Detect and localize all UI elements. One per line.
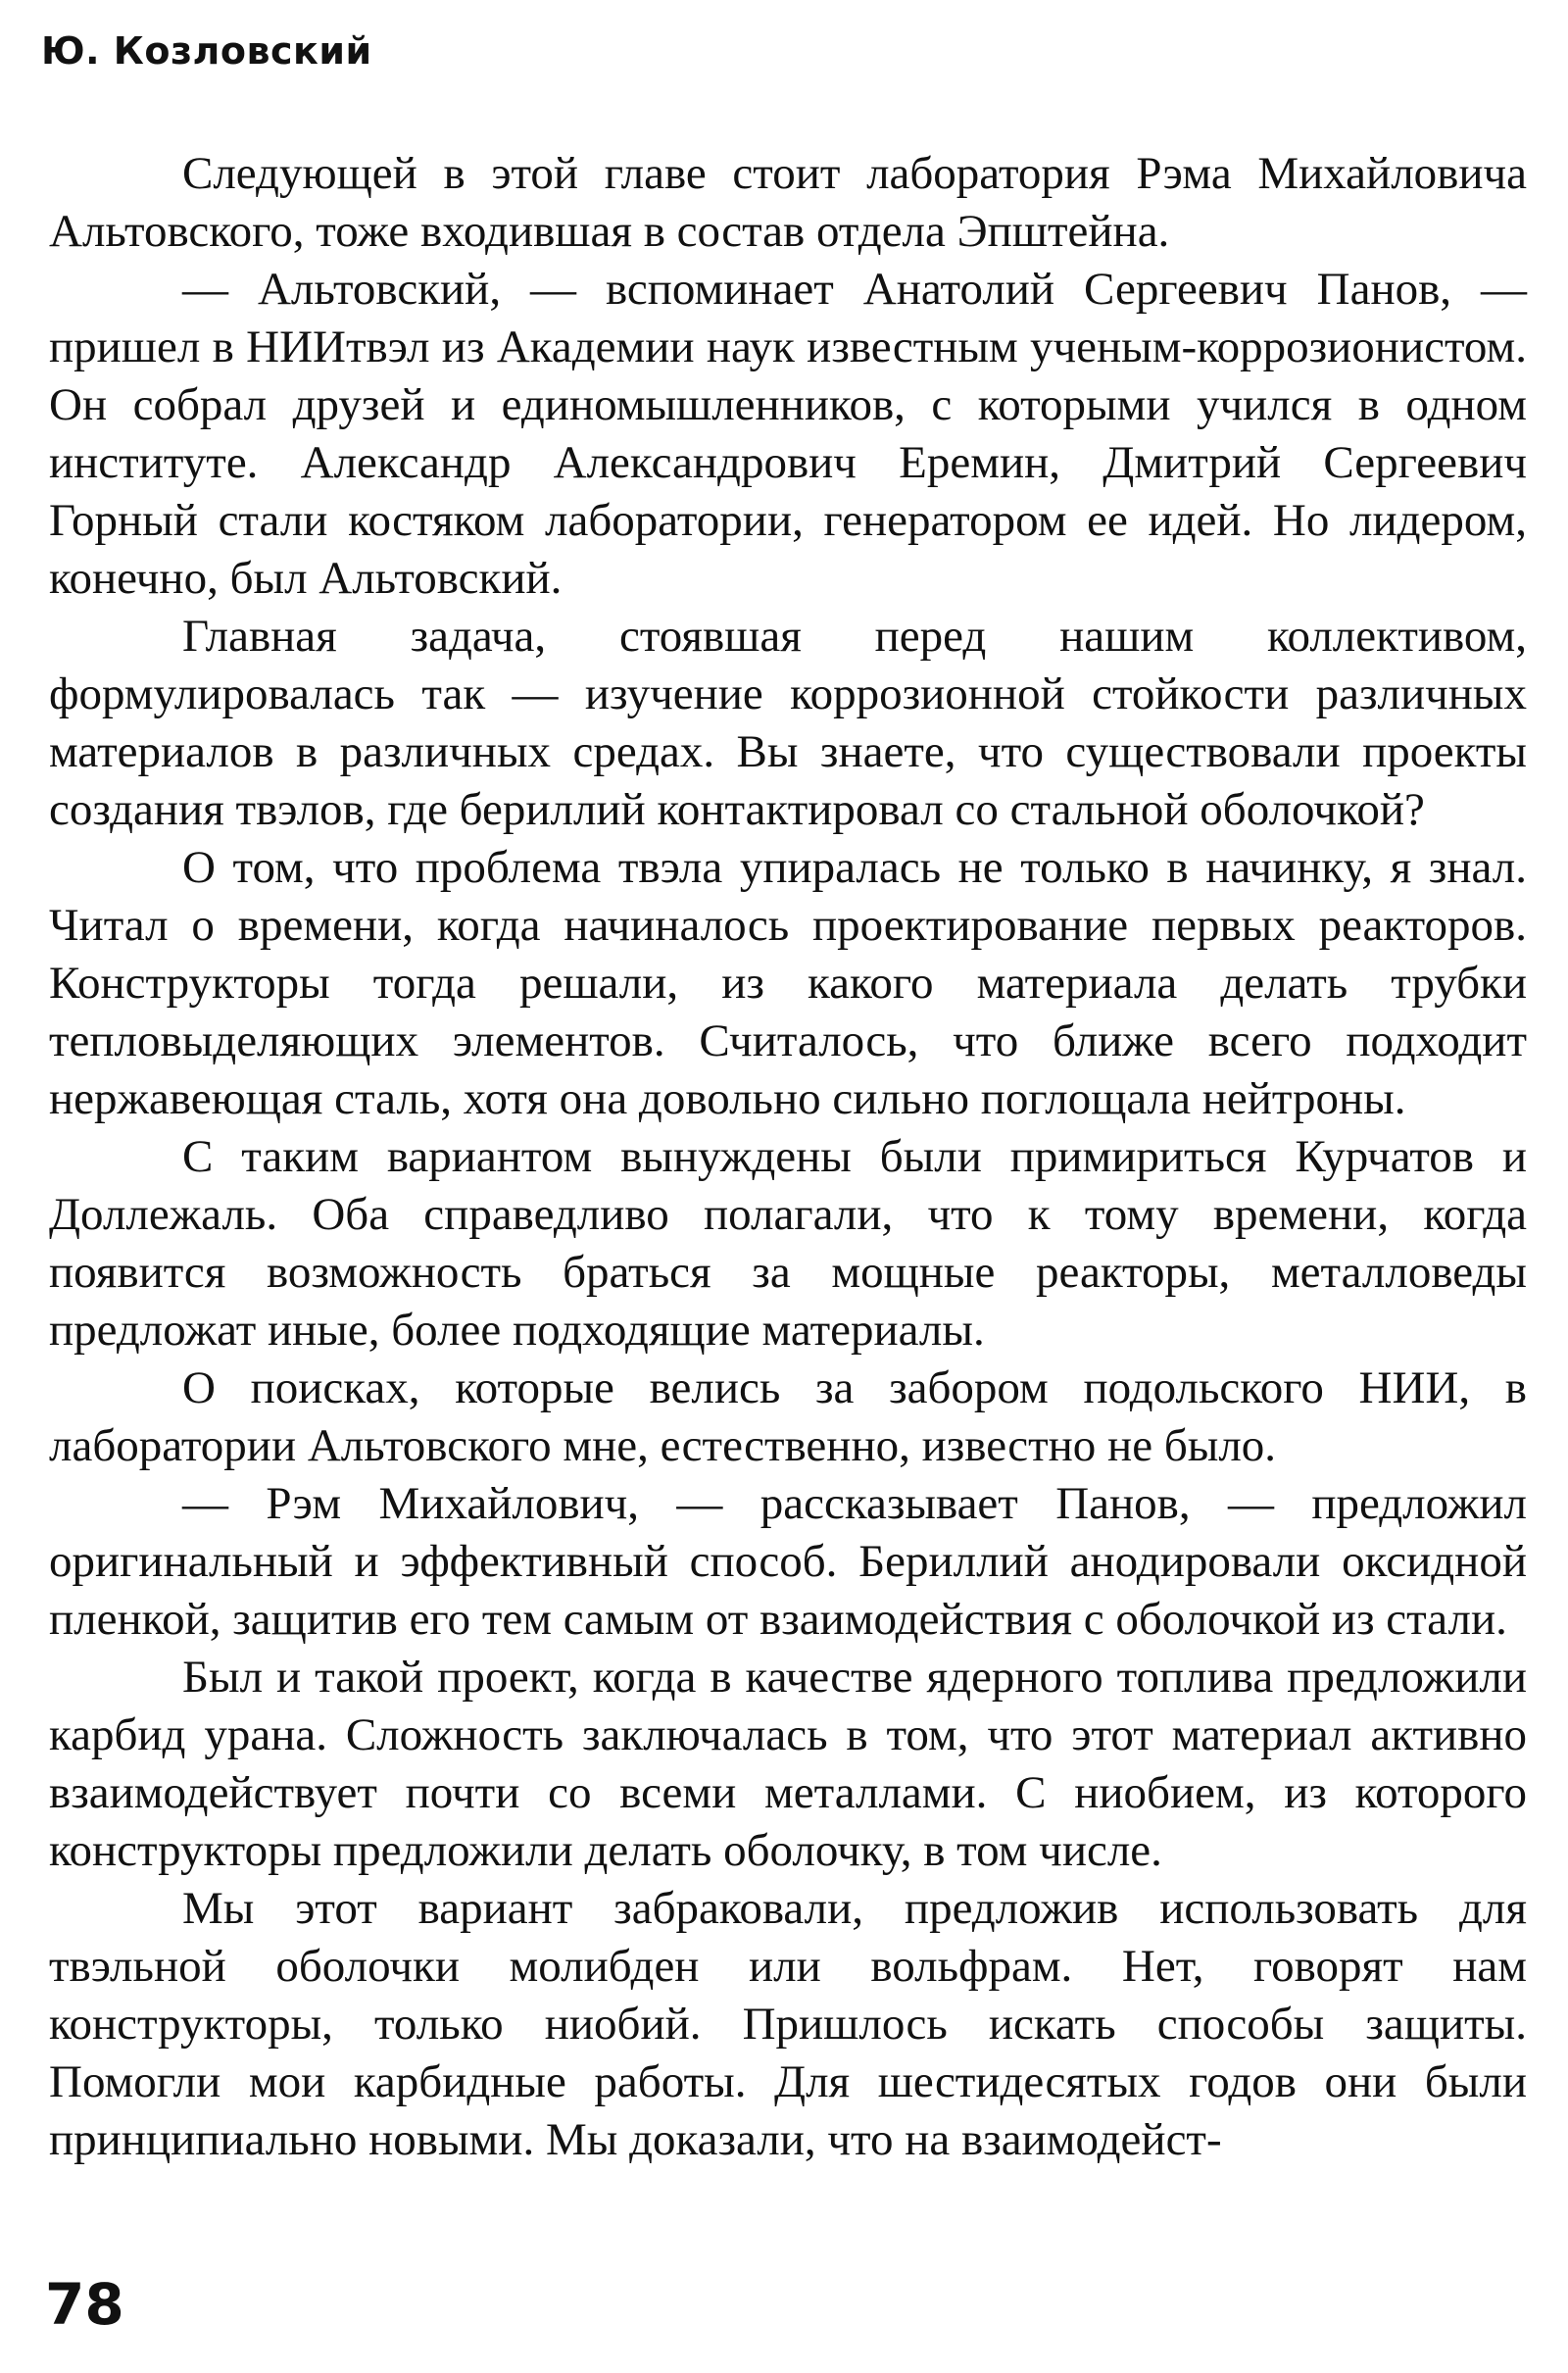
running-head-author: Ю. Козловский [41, 29, 372, 73]
paragraph-3: Главная задача, стоявшая перед нашим коллективом, формулировалась так — изучение коррозионной стойкости различных материалов в различных средах. Вы знаете, что существовали проекты создания твэлов, где бериллий контактировал со стальной оболочкой? [49, 611, 1527, 835]
paragraph-6: О поисках, которые велись за забором подольского НИИ, в лаборатории Альтовского мне, естественно, известно не было. [49, 1362, 1527, 1471]
paragraph-7: — Рэм Михайлович, — рассказывает Панов, — предложил оригинальный и эффективный способ. Бериллий анодировали оксидной пленкой, защитив его тем самым от взаимодействия с оболочкой из стали. [49, 1478, 1527, 1645]
page-number: 78 [45, 2271, 124, 2338]
paragraph-9: Мы этот вариант забраковали, предложив использовать для твэльной оболочки молибден или вольфрам. Нет, говорят нам конструкторы, только ниобий. Пришлось искать способы защиты. Помогли мои карбидные работы. Для шестидесятых годов они были принципиально новыми. Мы доказали, что на взаимодейст- [49, 1883, 1527, 2165]
paragraph-4: О том, что проблема твэла упиралась не только в начинку, я знал. Читал о времени, когда начиналось проектирование первых реакторов. Конструкторы тогда решали, из какого материала делать трубки тепловыделяющих элементов. Считалось, что ближе всего подходит нержавеющая сталь, хотя она довольно сильно поглощала нейтроны. [49, 842, 1527, 1124]
paragraph-5: С таким вариантом вынуждены были примириться Курчатов и Доллежаль. Оба справедливо полагали, что к тому времени, когда появится возможность браться за мощные реакторы, металловеды предложат иные, более подходящие материалы. [49, 1131, 1527, 1356]
paragraph-8: Был и такой проект, когда в качестве ядерного топлива предложили карбид урана. Сложность заключалась в том, что этот материал активно взаимодействует почти со всеми металлами. С ниобием, из которого конструкторы предложили делать оболочку, в том числе. [49, 1652, 1527, 1876]
paragraph-2: — Альтовский, — вспоминает Анатолий Сергеевич Панов, — пришел в НИИтвэл из Академии наук известным ученым-коррозионистом. Он собрал друзей и единомышленников, с которыми учился в одном институте. Александр Александрович Еремин, Дмитрий Сергеевич Горный стали костяком лаборатории, генератором ее идей. Но лидером, конечно, был Альтовский. [49, 264, 1527, 604]
paragraph-1: Следующей в этой главе стоит лаборатория Рэма Михайловича Альтовского, тоже входившая в состав отдела Эпштейна. [49, 148, 1527, 257]
body-text [49, 145, 1527, 2169]
